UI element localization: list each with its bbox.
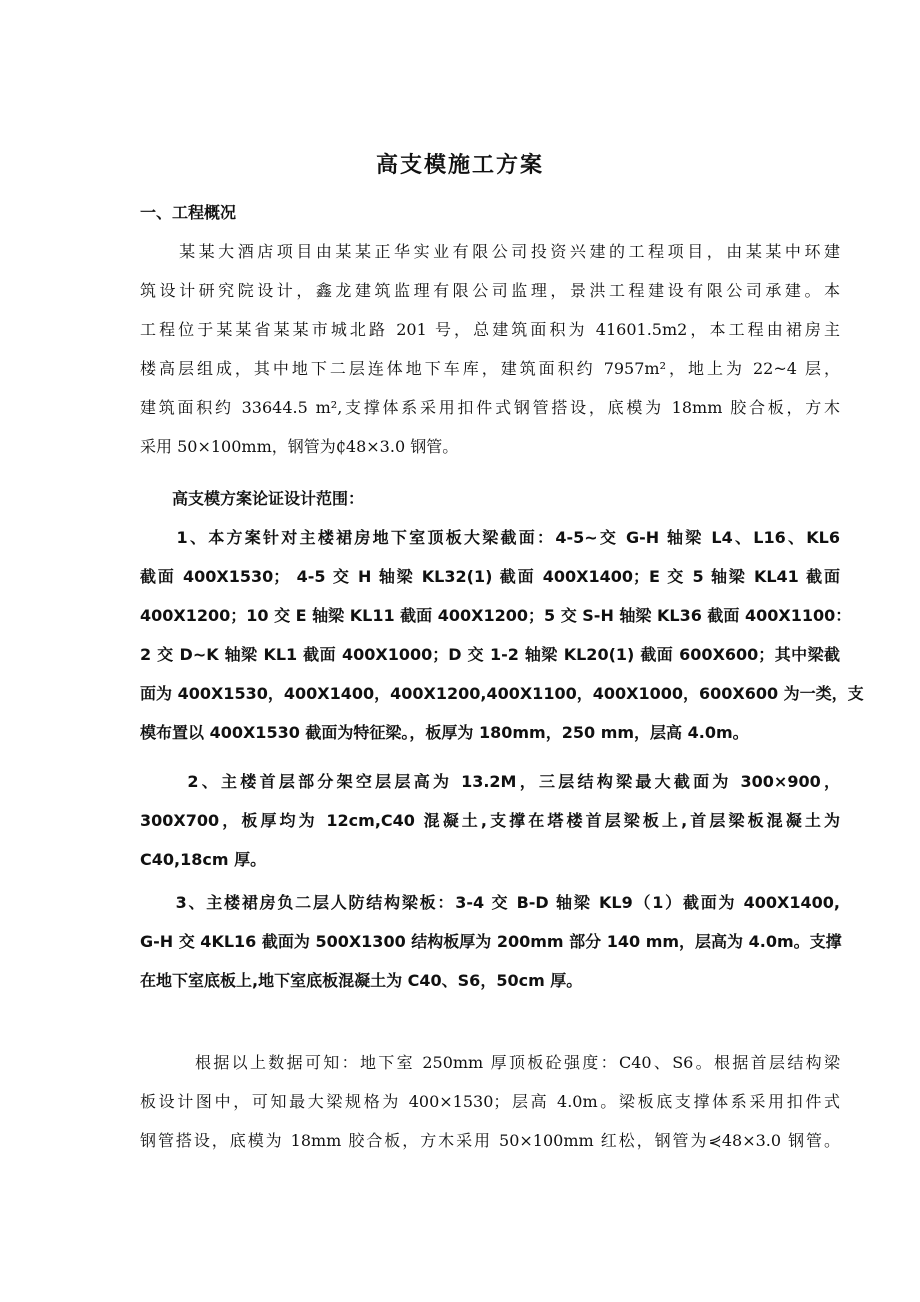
paragraph-line: 钢管搭设，底模为 18mm 胶合板，方木采用 50×100mm 红松，钢管为⋞48×3.0 钢管。 — [140, 1131, 840, 1150]
paragraph-line: 面为 400X1530，400X1400，400X1200,400X1100，400X1000，600X600 为一类，支 — [140, 684, 864, 703]
paragraph-line: 300X700，板厚均为 12cm,C40 混凝土,支撑在塔楼首层梁板上,首层梁板混凝土为 — [140, 811, 840, 830]
paragraph-line: 板设计图中，可知最大梁规格为 400×1530；层高 4.0m。梁板底支撑体系采用扣件式 — [140, 1092, 840, 1111]
paragraph-line: 筑设计研究院设计，鑫龙建筑监理有限公司监理，景洪工程建设有限公司承建。本 — [140, 281, 840, 300]
paragraph-line: 2、主楼首层部分架空层层高为 13.2M，三层结构梁最大截面为 300×900， — [140, 772, 840, 791]
project-overview-paragraph — [140, 232, 840, 466]
paragraph-line: 模布置以 400X1530 截面为特征梁。，板厚为 180mm，250 mm，层高 4.0m。 — [140, 723, 749, 742]
paragraph-line: 截面 400X1530； 4-5 交 H 轴梁 KL32(1) 截面 400X1400；E 交 5 轴梁 KL41 截面 — [140, 567, 840, 586]
paragraph-line: G-H 交 4KL16 截面为 500X1300 结构板厚为 200mm 部分 140 mm，层高为 4.0m。支撑 — [140, 932, 842, 951]
paragraph-line: 楼高层组成，其中地下二层连体地下车库，建筑面积约 7957m²，地上为 22~4 层， — [140, 359, 840, 378]
scope-title-text: 高支模方案论证设计范围： — [140, 489, 365, 508]
paragraph-line: 根据以上数据可知：地下室 250mm 厚顶板砼强度：C40、S6。根据首层结构梁 — [140, 1053, 840, 1072]
paragraph-line: 2 交 D~K 轴梁 KL1 截面 400X1000；D 交 1-2 轴梁 KL20(1) 截面 600X600；其中梁截 — [140, 645, 840, 664]
conclusion-paragraph — [140, 1043, 840, 1160]
paragraph-line: 采用 50×100mm，钢管为₵48×3.0 钢管。 — [140, 437, 459, 456]
scope-subheading — [140, 479, 840, 518]
scope-item-2 — [140, 762, 840, 879]
section-heading-project-overview: 一、工程概况 — [140, 203, 237, 222]
paragraph-line: 400X1200；10 交 E 轴梁 KL11 截面 400X1200；5 交 S-H 轴梁 KL36 截面 400X1100： — [140, 606, 852, 625]
paragraph-line: 1、本方案针对主楼裙房地下室顶板大梁截面：4-5~交 G-H 轴梁 L4、L16、KL6 — [140, 528, 840, 547]
paragraph-line: 工程位于某某省某某市城北路 201 号，总建筑面积为 41601.5m2，本工程由裙房主 — [140, 320, 840, 339]
scope-item-3 — [140, 883, 840, 1000]
scope-item-1 — [140, 518, 864, 752]
paragraph-line: 某某大酒店项目由某某正华实业有限公司投资兴建的工程项目，由某某中环建 — [140, 242, 840, 261]
paragraph-line: 建筑面积约 33644.5 m²,支撑体系采用扣件式钢管搭设，底模为 18mm 胶合板，方木 — [140, 398, 840, 417]
paragraph-line: C40,18cm 厚。 — [140, 850, 267, 869]
paragraph-line: 在地下室底板上,地下室底板混凝土为 C40、S6，50cm 厚。 — [140, 971, 583, 990]
paragraph-line: 3、主楼裙房负二层人防结构梁板：3-4 交 B-D 轴梁 KL9（1）截面为 400X1400, — [140, 893, 840, 912]
document-title: 高支模施工方案 — [375, 153, 544, 178]
